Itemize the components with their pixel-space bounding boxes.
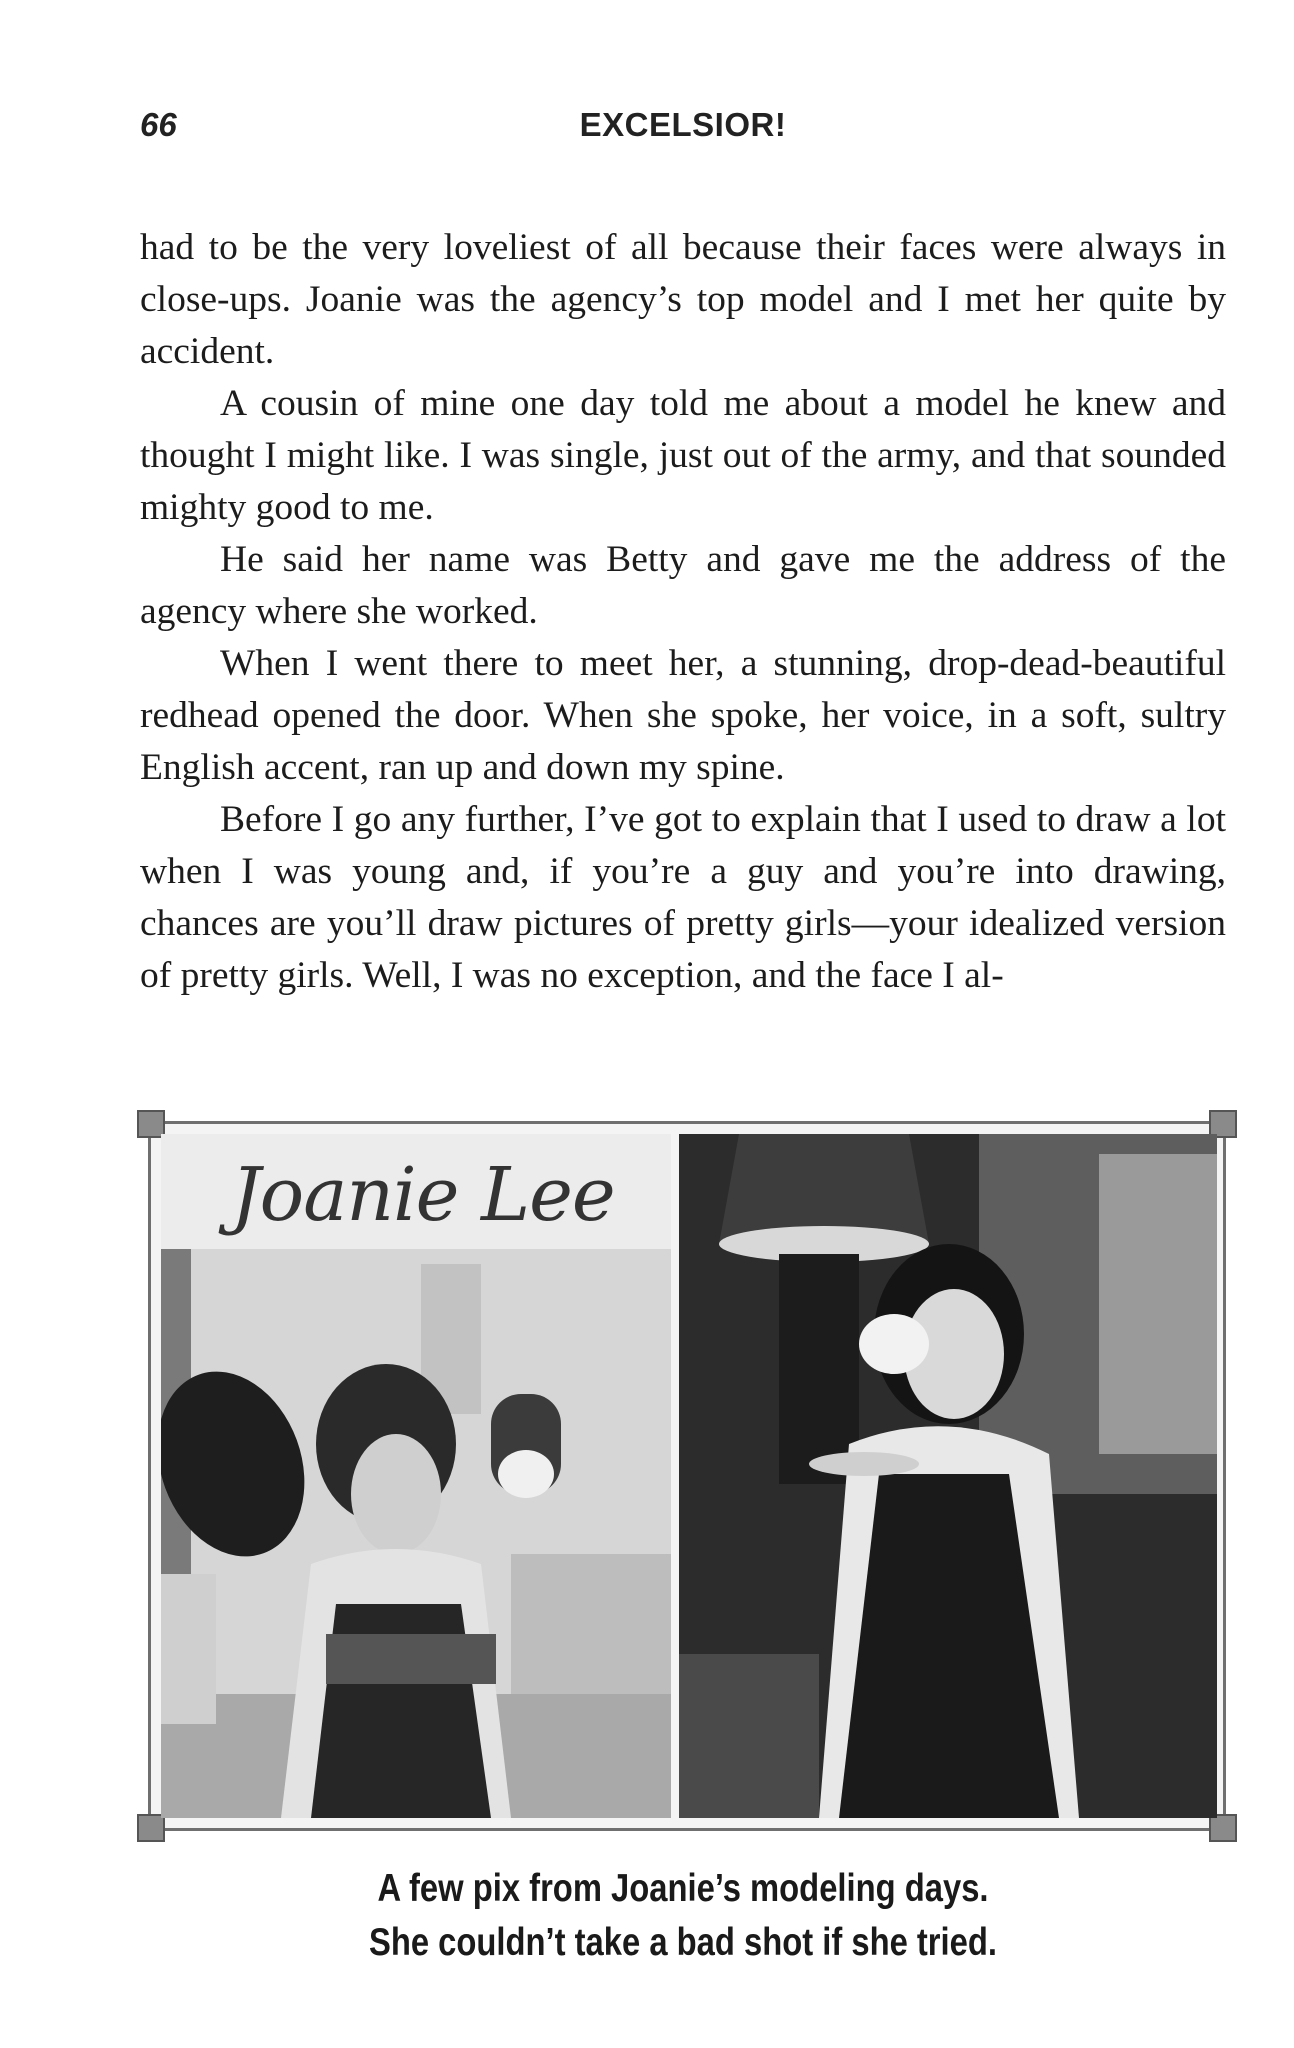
- figure-caption: [227, 1862, 1139, 1970]
- frame-corner: [137, 1814, 165, 1842]
- caption-line-2: She couldn’t take a bad shot if she tried.: [368, 1921, 998, 1964]
- body-text: [140, 222, 1226, 1002]
- photo-kitchen: [161, 1134, 671, 1818]
- paragraph-4: When I went there to meet her, a stunning, drop-dead-beautiful redhead opened the door. When she spoke, her voice, in a soft, sultry English accent, ran up and down my spine.: [140, 643, 1226, 788]
- photo-teacup: [679, 1134, 1217, 1818]
- page-number: 66: [140, 106, 177, 143]
- caption-line-1: A few pix from Joanie’s modeling days.: [377, 1867, 989, 1910]
- photo-teacup-image: [679, 1134, 1217, 1818]
- paragraph-1: had to be the very loveliest of all because their faces were always in close-ups. Joanie was the agency’s top model and I met her quite by accident.: [140, 227, 1226, 372]
- paragraph-5: Before I go any further, I’ve got to explain that I used to draw a lot when I was young and, if you’re a guy and you’re into drawing, chances are you’ll draw pictures of pretty girls—your idealized version of pretty girls. Well, I was no exception, and the face I al-: [140, 799, 1226, 996]
- paragraph-3: He said her name was Betty and gave me the address of the agency where she worked.: [140, 539, 1226, 632]
- book-title: EXCELSIOR!: [579, 106, 787, 143]
- signature: Joanie Lee: [231, 1152, 615, 1238]
- photo-frame: [148, 1121, 1226, 1831]
- paragraph-2: A cousin of mine one day told me about a model he knew and thought I might like. I was single, just out of the army, and that sounded mighty good to me.: [140, 383, 1226, 528]
- frame-corner: [1209, 1814, 1237, 1842]
- running-head: [140, 106, 1226, 156]
